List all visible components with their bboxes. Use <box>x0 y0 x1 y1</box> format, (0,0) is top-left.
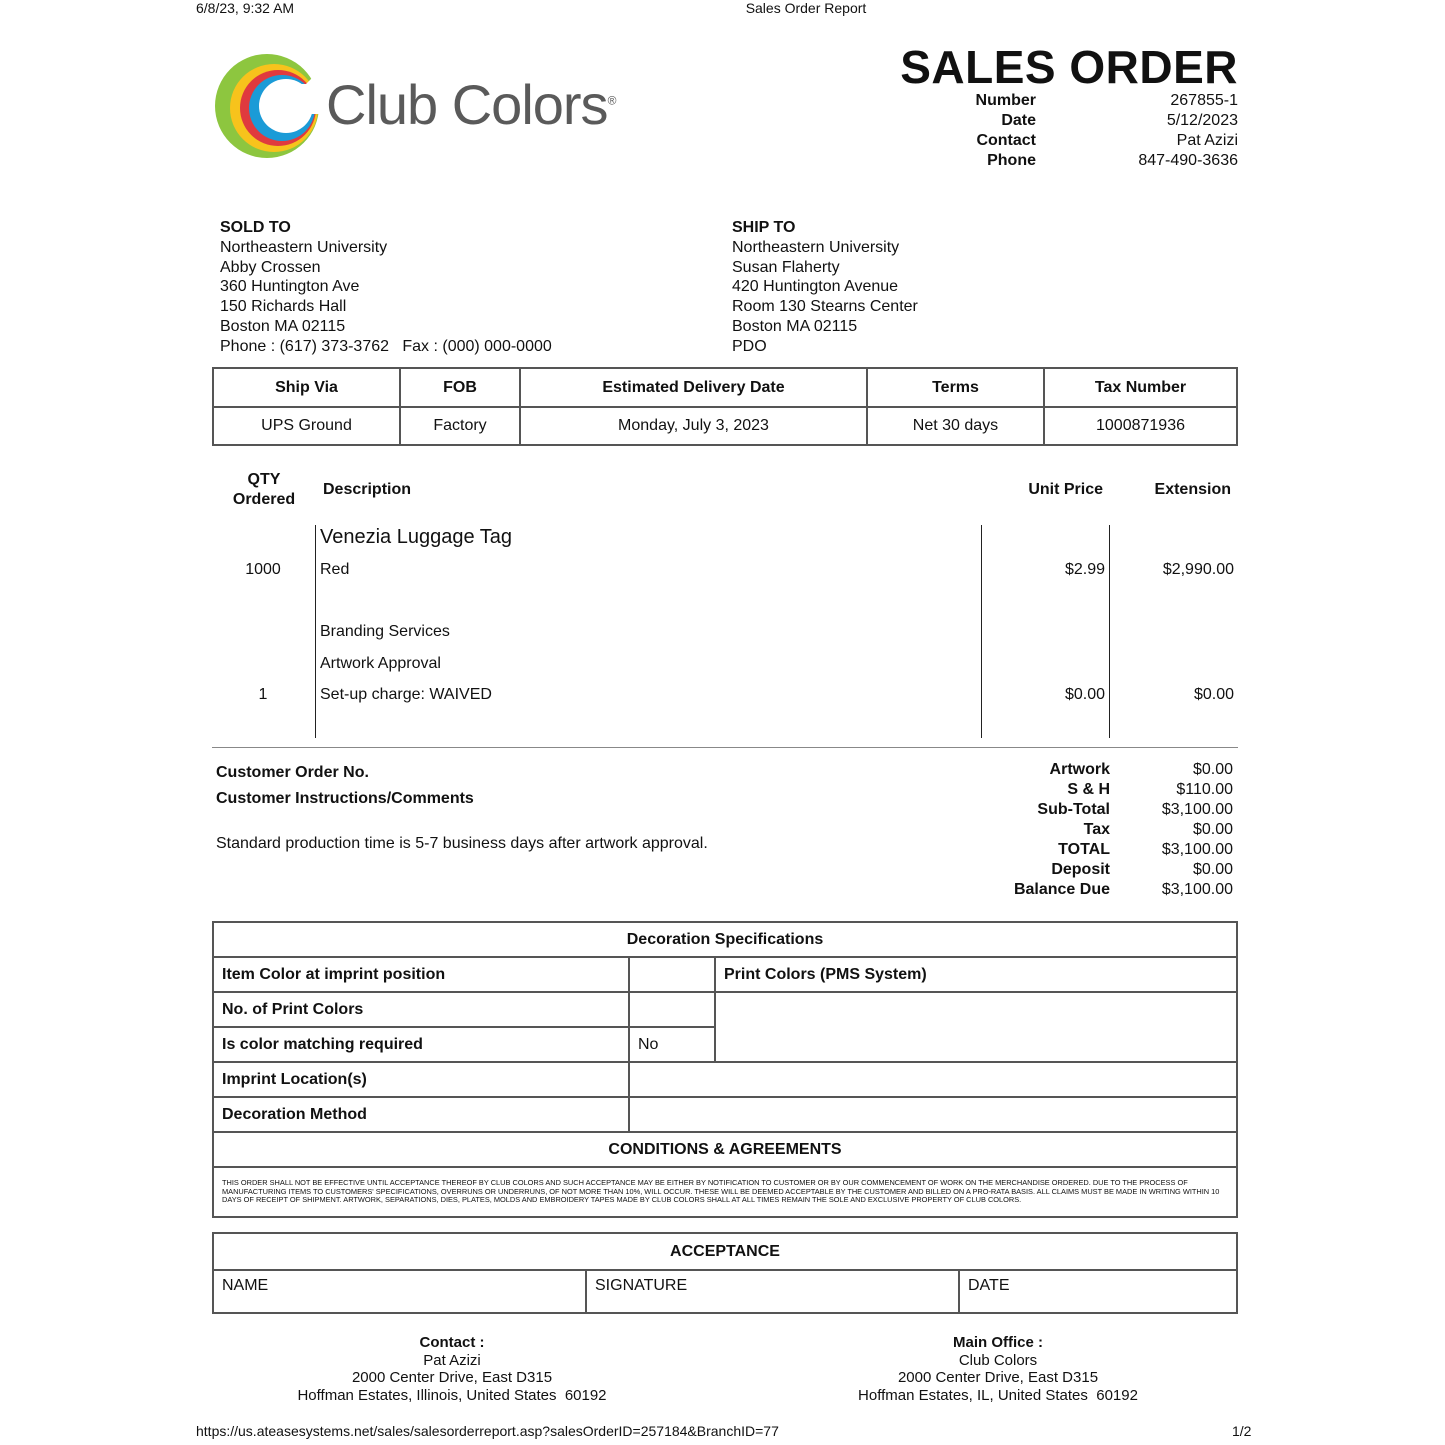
address-line: Boston MA 02115 <box>732 317 858 335</box>
address-line: 420 Huntington Avenue <box>732 278 899 296</box>
order-meta <box>960 91 1238 171</box>
item-desc: Set-up charge: WAIVED <box>320 686 492 703</box>
product-name: Venezia Luggage Tag <box>320 526 513 548</box>
color-match-value: No <box>629 1027 715 1062</box>
shipping-value: UPS Ground <box>213 407 400 445</box>
registered-mark: ® <box>607 93 616 108</box>
meta-label: Phone <box>987 152 1036 169</box>
color-match-label: Is color matching required <box>213 1027 629 1062</box>
item-qty: 1000 <box>245 561 281 578</box>
item-color-label: Item Color at imprint position <box>213 957 629 992</box>
address-line: 150 Richards Hall <box>220 298 347 316</box>
main-office-block <box>808 1334 1188 1404</box>
page-number: 1/2 <box>1232 1423 1252 1439</box>
extension-header: Extension <box>1154 481 1231 498</box>
address-line: Boston MA 02115 <box>220 317 346 335</box>
shipping-header: Estimated Delivery Date <box>520 368 867 407</box>
total-label: Deposit <box>1051 861 1110 878</box>
contact-block <box>262 1334 642 1404</box>
total-value: $3,100.00 <box>1161 881 1233 898</box>
shipping-header: FOB <box>400 368 520 407</box>
total-value: $0.00 <box>1192 861 1233 878</box>
item-desc: Branding Services <box>320 623 450 640</box>
office-line: 2000 Center Drive, East D315 <box>897 1369 1099 1386</box>
page-url: https://us.ateasesystems.net/sales/salesorderreport.asp?salesOrderID=257184&BranchID=77 <box>196 1423 779 1439</box>
print-colors-label: Print Colors (PMS System) <box>715 957 1237 992</box>
column-divider <box>981 525 982 738</box>
total-value: $3,100.00 <box>1161 841 1233 858</box>
ordered-label: Ordered <box>232 491 296 508</box>
meta-value: 847-490-3636 <box>1138 152 1238 169</box>
shipping-table <box>212 367 1238 446</box>
total-value: $0.00 <box>1192 821 1233 838</box>
imprint-label: Imprint Location(s) <box>213 1062 629 1097</box>
main-office-title: Main Office : <box>952 1334 1043 1351</box>
shipping-value: Net 30 days <box>867 407 1044 445</box>
office-line: Hoffman Estates, IL, United States 60192 <box>858 1386 1138 1404</box>
items-divider <box>212 747 1238 748</box>
ship-to-title: SHIP TO <box>732 219 796 236</box>
item-desc: Red <box>320 561 350 578</box>
print-colors-value <box>715 992 1237 1062</box>
shipping-value: Monday, July 3, 2023 <box>520 407 867 445</box>
name-field[interactable]: NAME <box>213 1270 586 1313</box>
qty-header <box>214 470 314 510</box>
meta-value: 5/12/2023 <box>1166 112 1238 129</box>
instructions-label: Customer Instructions/Comments <box>216 790 474 807</box>
shipping-header: Terms <box>867 368 1044 407</box>
acceptance-table <box>212 1232 1238 1314</box>
date-field[interactable]: DATE <box>959 1270 1237 1313</box>
meta-label: Date <box>1001 112 1036 129</box>
contact-title: Contact : <box>419 1334 485 1351</box>
meta-label: Number <box>975 92 1036 109</box>
address-line: Phone : (617) 373-3762 Fax : (000) 000-0000 <box>220 337 552 355</box>
item-unit-price: $2.99 <box>1064 561 1105 578</box>
meta-value: Pat Azizi <box>1176 132 1238 149</box>
total-label: Balance Due <box>1013 881 1110 898</box>
method-value <box>629 1097 1237 1132</box>
logo-swirl-icon <box>212 50 322 162</box>
description-header: Description <box>323 481 412 498</box>
sold-to-title: SOLD TO <box>220 219 291 236</box>
sold-to-block <box>220 218 640 357</box>
item-desc: Artwork Approval <box>320 655 441 672</box>
total-value: $110.00 <box>1176 781 1233 798</box>
totals-block <box>960 760 1233 900</box>
shipping-header: Ship Via <box>213 368 400 407</box>
office-line: Club Colors <box>958 1351 1038 1369</box>
print-datetime: 6/8/23, 9:32 AM <box>196 0 295 16</box>
shipping-header: Tax Number <box>1044 368 1237 407</box>
address-line: PDO <box>732 337 767 355</box>
address-line: Northeastern University <box>732 238 900 256</box>
decoration-title: Decoration Specifications <box>213 922 1237 957</box>
logo-text: Club Colors <box>326 73 608 136</box>
column-divider <box>315 525 316 738</box>
total-label: Tax <box>1083 821 1110 838</box>
address-line: 360 Huntington Ave <box>220 278 360 296</box>
column-divider <box>1109 525 1110 738</box>
imprint-value <box>629 1062 1237 1097</box>
shipping-value: 1000871936 <box>1044 407 1237 445</box>
document-title: SALES ORDER <box>900 41 1238 93</box>
address-line: Susan Flaherty <box>732 258 840 276</box>
meta-label: Contact <box>976 132 1036 149</box>
contact-line: 2000 Center Drive, East D315 <box>351 1369 553 1386</box>
total-label: Artwork <box>1049 761 1110 778</box>
qty-label: QTY <box>247 471 281 488</box>
contact-line: Hoffman Estates, Illinois, United States 60192 <box>297 1386 607 1404</box>
address-line: Abby Crossen <box>220 258 321 276</box>
decoration-table <box>212 921 1238 1218</box>
total-label: Sub-Total <box>1037 801 1110 818</box>
ship-to-block <box>732 218 1152 357</box>
address-line: Northeastern University <box>220 238 388 256</box>
num-colors-label: No. of Print Colors <box>213 992 629 1027</box>
unit-price-header: Unit Price <box>1028 481 1103 498</box>
address-line: Room 130 Stearns Center <box>732 298 918 316</box>
item-color-value <box>629 957 715 992</box>
conditions-text: THIS ORDER SHALL NOT BE EFFECTIVE UNTIL ACCEPTANCE THEREOF BY CLUB COLORS AND SUCH ACCEPTANCE MAY BE EITHER BY NOTIFICATION TO CUSTOMER OR BY OUR COMMENCEMENT OF WORK ON THE MERCHANDISE ORDERED. DUE TO THE PROCESS OF MANUFACTURING ITEMS TO CUSTOMERS' SPECIFICATIONS, OVERRUNS OR UNDERRUNS, OF NOT MORE THAN 10%, WILL OCCUR. THESE WILL BE DEEMED ACCEPTABLE BY THE CUSTOMER AND BILLED ON A PRO-RATA BASIS. ALL CLAIMS MUST BE MADE IN WRITING WITHIN 10 DAYS OF RECEIPT OF SHIPMENT. ARTWORK, SEPARATIONS, DIES, PLATES, MOLDS AND EMBROIDERY TAPES MADE BY CLUB COLORS SHALL AT ALL TIMES REMAIN THE SOLE AND EXCLUSIVE PROPERTY OF CLUB COLORS. <box>213 1167 1237 1217</box>
customer-order-label: Customer Order No. <box>216 764 369 781</box>
print-title: Sales Order Report <box>745 0 867 16</box>
instructions-comment: Standard production time is 5-7 business days after artwork approval. <box>216 835 708 852</box>
company-logo <box>212 50 616 162</box>
method-label: Decoration Method <box>213 1097 629 1132</box>
signature-field[interactable]: SIGNATURE <box>586 1270 959 1313</box>
total-value: $0.00 <box>1192 761 1233 778</box>
num-colors-value <box>629 992 715 1027</box>
item-extension: $2,990.00 <box>1162 561 1234 578</box>
conditions-title: CONDITIONS & AGREEMENTS <box>213 1132 1237 1167</box>
item-qty: 1 <box>258 686 268 703</box>
total-label: S & H <box>1067 781 1110 798</box>
item-unit-price: $0.00 <box>1064 686 1105 703</box>
meta-value: 267855-1 <box>1170 92 1238 109</box>
item-extension: $0.00 <box>1193 686 1234 703</box>
contact-line: Pat Azizi <box>423 1351 481 1369</box>
total-value: $3,100.00 <box>1161 801 1233 818</box>
acceptance-title: ACCEPTANCE <box>213 1233 1237 1270</box>
total-label: TOTAL <box>1058 841 1110 858</box>
shipping-value: Factory <box>400 407 520 445</box>
